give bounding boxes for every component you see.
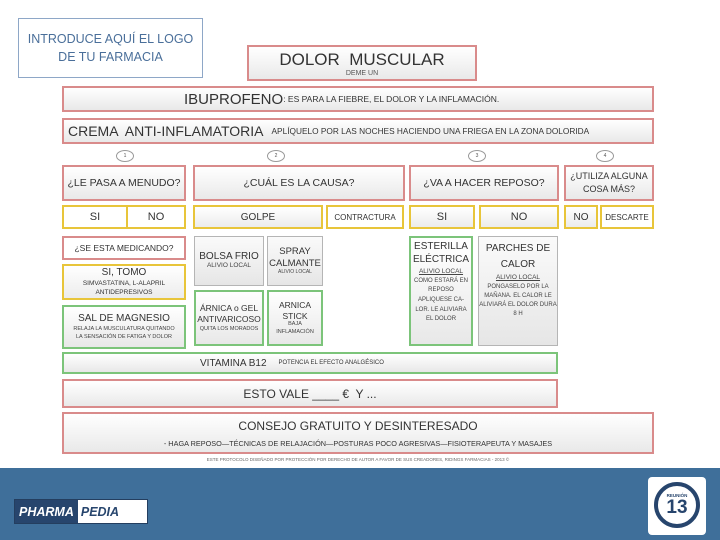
vitamin-title: VITAMINA B12 [200, 357, 267, 369]
answer-si-rest [409, 205, 475, 229]
answer-golpe [193, 205, 323, 229]
answer-contractura [326, 205, 404, 229]
answer-descarte [600, 205, 654, 229]
question-medication-text: ¿SE ESTA MEDICANDO? [74, 243, 174, 253]
arnica-gel-detail: QUITA LOS MORADOS [199, 325, 259, 332]
answer-contractura-text: CONTRACTURA [334, 212, 396, 222]
magnesium-box [62, 305, 186, 349]
pharmapedia-logo-pedia: PEDIA [80, 504, 120, 519]
answer-no-other [564, 205, 598, 229]
heating-pad-title: ESTERILLA ELÉCTRICA [412, 241, 470, 265]
medication-yes-detail: SIMVASTATINA, L-ALAPRIL ANTIDEPRESIVOS [82, 280, 166, 296]
pharmapedia-logo-pharma: PHARMA [15, 500, 78, 523]
heating-pad-box [409, 236, 473, 346]
cold-pack-box [194, 236, 264, 286]
magnesium-title: SAL DE MAGNESIO [78, 313, 170, 325]
vitamin-text: POTENCIA EL EFECTO ANALGÉSICO [278, 360, 384, 366]
question-other-text: ¿UTILIZA ALGUNA COSA MÁS? [570, 170, 648, 194]
vitamin-row [62, 352, 558, 374]
arnica-stick-box [267, 290, 323, 346]
magnesium-detail: RELAJA LA MUSCULATURA QUITANDO LA SENSACIÓN DE FATIGA Y DOLOR [73, 326, 175, 340]
step-number-2: 2 [267, 150, 285, 162]
question-frequency [62, 165, 186, 201]
question-cause [193, 165, 405, 201]
answer-descarte-text: DESCARTE [605, 212, 649, 222]
arnica-gel-box [194, 290, 264, 346]
heating-pad-detail: COMO ESTARÁ EN REPOSO APLIQUESE CA-LOR. LE ALIVIARA EL DOLOR [414, 277, 468, 323]
ibuprofeno-title: IBUPROFENO [184, 90, 284, 108]
crema-title: CREMA ANTI-INFLAMATORIA [68, 123, 264, 139]
page-title: DOLOR MUSCULAR [279, 50, 445, 69]
ibuprofeno-row [62, 86, 654, 112]
heat-patch-title: PARCHES DE CALOR [485, 243, 551, 270]
answers-frequency [62, 205, 186, 229]
advice-title: CONSEJO GRATUITO Y DESINTERESADO [238, 419, 478, 433]
spray-title: SPRAY CALMANTE [269, 246, 321, 269]
answer-si-rest-text: SI [436, 211, 448, 223]
heat-patch-underline: ALIVIO LOCAL [495, 274, 541, 281]
answer-si-frequency: SI [89, 211, 101, 223]
ibuprofeno-text: : ES PARA LA FIEBRE, EL DOLOR Y LA INFLAMACIÓN. [283, 94, 500, 104]
spray-detail: ALIVIO LOCAL [278, 269, 312, 276]
title-box [247, 45, 477, 81]
copyright-footnote: ESTE PROTOCOLO DISEÑADO POR PROTECCIÓN POR DERECHO DE AUTOR A FAVOR DE SUS CREADORES, RIDINGS FARMACIAS - 2013 © [206, 457, 510, 462]
price-text: ESTO VALE ____ € Y ... [243, 386, 377, 401]
crema-row [62, 118, 654, 144]
pharmapedia-logo [14, 499, 148, 524]
medication-yes-title: SI, TOMO [101, 267, 147, 279]
crema-text: APLÍQUELO POR LAS NOCHES HACIENDO UNA FRIEGA EN LA ZONA DOLORIDA [271, 126, 590, 136]
question-rest-text: ¿VA A HACER REPOSO? [423, 177, 545, 189]
advice-box [62, 412, 654, 454]
logo-placeholder-text: INTRODUCE AQUÍ EL LOGO DE TU FARMACIA [27, 31, 194, 64]
reunion-number: 13 [666, 497, 688, 518]
question-rest [409, 165, 559, 201]
cold-pack-detail: ALIVIO LOCAL [206, 262, 252, 270]
question-other [564, 165, 654, 201]
step-number-1: 1 [116, 150, 134, 162]
step-number-3: 3 [468, 150, 486, 162]
step-number-4: 4 [596, 150, 614, 162]
advice-text: - HAGA REPOSO—TÉCNICAS DE RELAJACIÓN—POSTURAS POCO AGRESIVAS—FISIOTERAPEUTA Y MASAJES [163, 439, 553, 448]
question-cause-text: ¿CUÁL ES LA CAUSA? [243, 177, 355, 189]
reunion-badge [654, 482, 700, 528]
answer-no-other-text: NO [573, 211, 589, 223]
reunion-logo [648, 477, 706, 535]
answer-golpe-text: GOLPE [240, 211, 276, 223]
heat-patch-detail: PONGASELO POR LA MAÑANA. EL CALOR LE ALIVIARÁ EL DOLOR DURA 8 H [479, 283, 557, 317]
logo-placeholder [18, 18, 203, 78]
arnica-stick-title: ARNICA STICK [278, 299, 312, 321]
medication-yes [62, 264, 186, 300]
answer-no-frequency: NO [126, 207, 184, 227]
arnica-stick-detail: BAJA INFLAMACIÓN [276, 321, 314, 335]
heat-patch-box [478, 236, 558, 346]
question-medication [62, 236, 186, 260]
title-subtitle: DEME UN [345, 70, 379, 77]
heating-pad-underline: ALIVIO LOCAL [418, 268, 464, 275]
reunion-label: REUNIÓN [666, 493, 688, 498]
price-row [62, 379, 558, 408]
spray-box [267, 236, 323, 286]
question-frequency-text: ¿LE PASA A MENUDO? [67, 177, 181, 189]
cold-pack-title: BOLSA FRIO [199, 251, 259, 263]
answer-no-rest [479, 205, 559, 229]
answer-no-rest-text: NO [510, 211, 528, 223]
arnica-gel-title: ÁRNICA o GEL ANTIVARICOSO [197, 302, 261, 325]
